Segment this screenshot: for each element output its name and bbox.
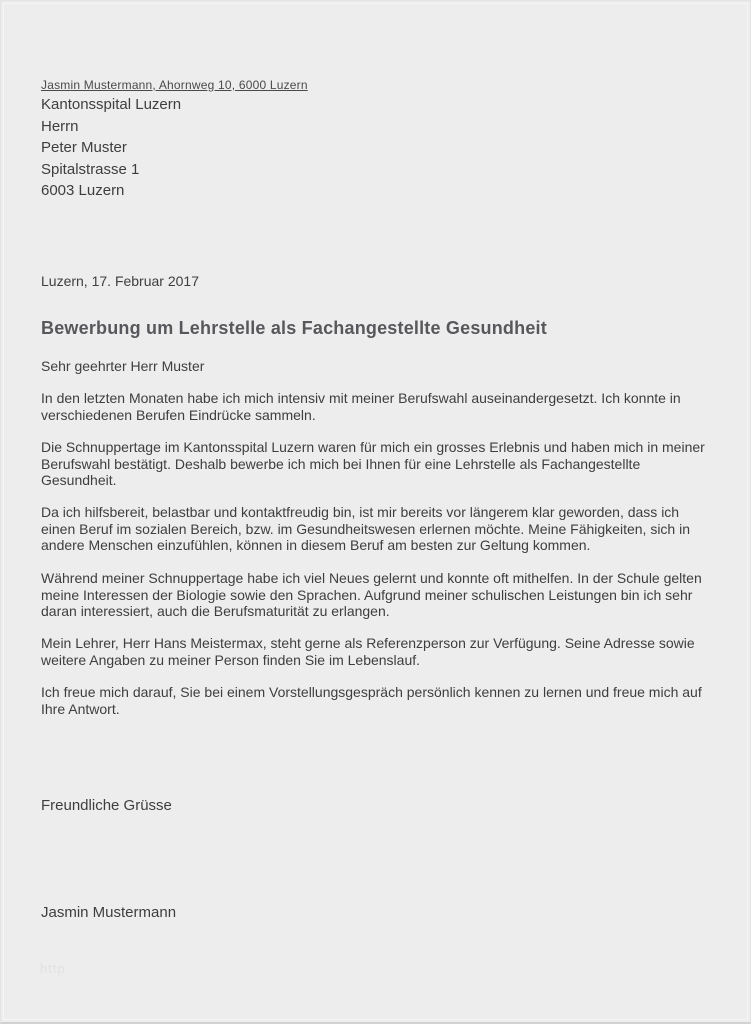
body-paragraph-6: Ich freue mich darauf, Sie bei einem Vorstellungsgespräch persönlich kennen zu lernen und freue mich auf Ihre Antwort. — [41, 684, 702, 717]
body-paragraph-3: Da ich hilfsbereit, belastbar und kontaktfreudig bin, ist mir bereits vor längerem klar geworden, dass ich einen Beruf im sozialen Bereich, bzw. im Gesundheitswesen erlernen möchte. Meine Fähigkeiten, sich in andere Menschen einzufühlen, können in diesem Beruf am besten zur Geltung kommen. — [41, 504, 690, 553]
sender-line: Jasmin Mustermann, Ahornweg 10, 6000 Luzern — [41, 78, 308, 92]
body-paragraph-2: Die Schnuppertage im Kantonsspital Luzern waren für mich ein grosses Erlebnis und haben mich in meiner Berufswahl bestätigt. Deshalb bewerbe ich mich bei Ihnen für eine Lehrstelle als Fachangestellte Gesundheit. — [41, 439, 705, 488]
recipient-name: Peter Muster — [41, 139, 127, 156]
recipient-street: Spitalstrasse 1 — [41, 160, 140, 178]
signature-name: Jasmin Mustermann — [41, 904, 177, 921]
closing-line: Freundliche Grüsse — [41, 797, 172, 814]
recipient-company: Kantonsspital Luzern — [41, 96, 182, 113]
body-paragraph-4: Während meiner Schnuppertage habe ich viel Neues gelernt und konnte oft mithelfen. In der Schule gelten meine Interessen der Biologie sowie den Sprachen. Aufgrund meiner schulischen Leistungen bin ich sehr daran interessiert, auch die Berufsmaturität zu erlangen. — [41, 570, 702, 619]
recipient-block — [41, 94, 716, 202]
recipient-city: 6003 Luzern — [41, 182, 125, 199]
body-paragraph-5: Mein Lehrer, Herr Hans Meistermax, steht gerne als Referenzperson zur Verfügung. Seine Adresse sowie weitere Angaben zu meiner Person finden Sie im Lebenslauf. — [41, 635, 695, 668]
date-line: Luzern, 17. Februar 2017 — [41, 273, 199, 289]
watermark-text: http — [40, 961, 66, 976]
recipient-salutation-line: Herrn — [41, 117, 79, 135]
subject-heading: Bewerbung um Lehrstelle als Fachangestellte Gesundheit — [41, 318, 547, 338]
salutation: Sehr geehrter Herr Muster — [41, 358, 205, 374]
body-paragraph-1: In den letzten Monaten habe ich mich intensiv mit meiner Berufswahl auseinandergesetzt. Ich konnte in verschiedenen Berufen Eindrücke sammeln. — [41, 390, 681, 423]
